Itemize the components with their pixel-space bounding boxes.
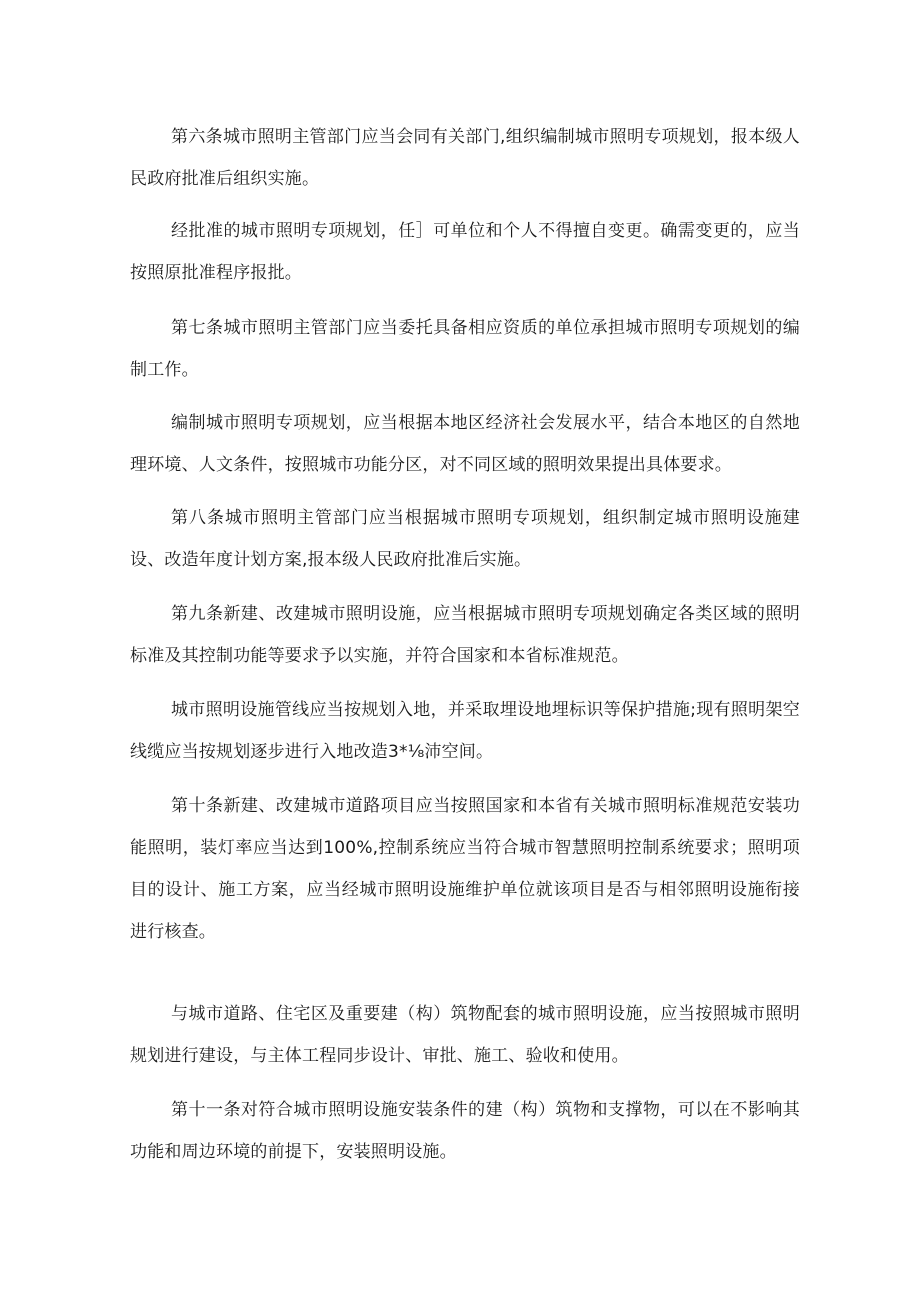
paragraph-article-6: 第六条城市照明主管部门应当会同有关部门,组织编制城市照明专项规划，报本级人民政府批准后组织实施。	[130, 127, 800, 189]
paragraph-article-9: 第九条新建、改建城市照明设施，应当根据城市照明专项规划确定各类区域的照明标准及其控制功能等要求予以实施，并符合国家和本省标准规范。	[130, 604, 800, 666]
paragraph-article-11: 第十一条对符合城市照明设施安装条件的建（构）筑物和支撑物，可以在不影响其功能和周边环境的前提下，安装照明设施。	[130, 1100, 800, 1162]
paragraph-plan-change: 经批准的城市照明专项规划，任］可单位和个人不得擅自变更。确需变更的，应当按照原批准程序报批。	[130, 221, 800, 283]
paragraph-pipeline-underground: 城市照明设施管线应当按规划入地，并采取埋设地埋标识等保护措施;现有照明架空线缆应当按规划逐步进行入地改造3*⅛沛空间。	[130, 700, 800, 762]
paragraph-article-10: 第十条新建、改建城市道路项目应当按照国家和本省有关城市照明标准规范安装功能照明，装灯率应当达到100%,控制系统应当符合城市智慧照明控制系统要求；照明项目的设计、施工方案，应当经城市照明设施维护单位就该项目是否与相邻照明设施衔接进行核查。	[130, 796, 800, 942]
paragraph-supporting-facilities: 与城市道路、住宅区及重要建（构）筑物配套的城市照明设施，应当按照城市照明规划进行建设，与主体工程同步设计、审批、施工、验收和使用。	[130, 1004, 800, 1066]
paragraph-article-7: 第七条城市照明主管部门应当委托具备相应资质的单位承担城市照明专项规划的编制工作。	[130, 318, 800, 380]
paragraph-article-8: 第八条城市照明主管部门应当根据城市照明专项规划，组织制定城市照明设施建设、改造年度计划方案,报本级人民政府批准后实施。	[130, 508, 800, 570]
paragraph-plan-compilation: 编制城市照明专项规划，应当根据本地区经济社会发展水平，结合本地区的自然地理环境、人文条件，按照城市功能分区，对不同区域的照明效果提出具体要求。	[130, 413, 800, 475]
